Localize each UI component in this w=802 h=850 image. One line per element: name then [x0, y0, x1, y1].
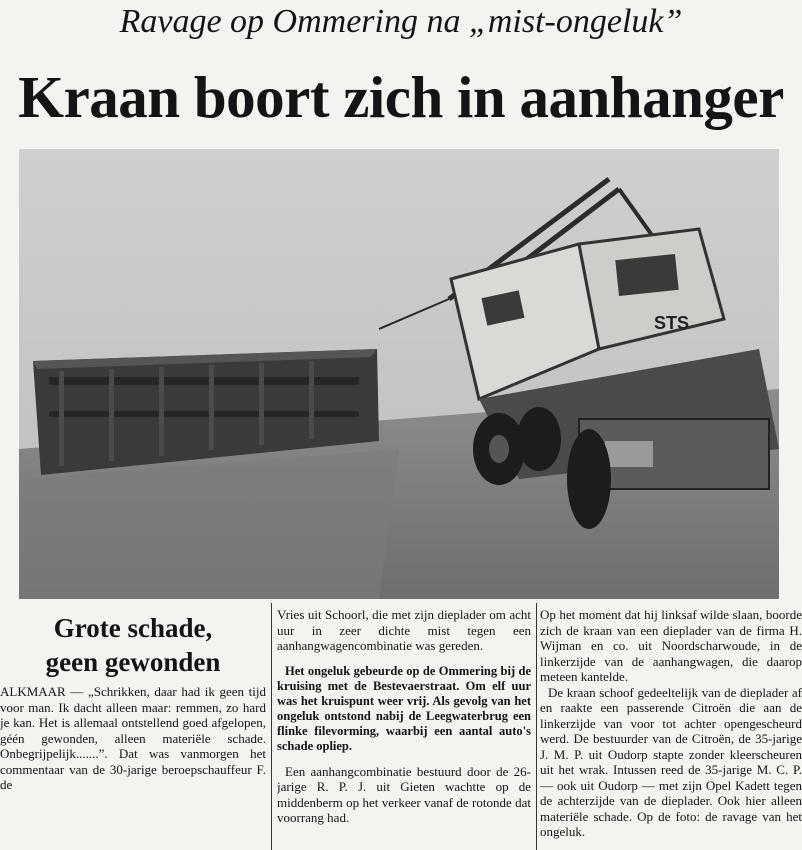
headline: Kraan boort zich in aanhanger	[18, 64, 784, 130]
paragraph: Vries uit Schoorl, die met zijn dieplader om acht uur in zeer dichte mist tegen een aanhangwagencombinatie was gereden.	[277, 607, 531, 653]
subhead-line-2: geen gewonden	[45, 647, 221, 677]
crane-marking: STS	[654, 313, 690, 333]
column-rule	[536, 603, 537, 850]
column-rule	[271, 603, 272, 850]
accident-photo	[19, 149, 779, 599]
kicker: Ravage op Ommering na „mist-ongeluk”	[119, 3, 683, 40]
subhead	[0, 611, 266, 679]
paragraph: Een aanhangcombinatie bestuurd door de 26-jarige R. P. J. uit Gieten wachtte op de middenberm op het verkeer vanaf de rotonde dat voorrang had.	[277, 763, 531, 825]
paragraph: ALKMAAR — „Schrikken, daar had ik geen tijd voor man. Ik dacht alleen maar: remmen, zo hard je kan. Het is allemaal ontstellend goed afgelopen, géén gewonden, alleen materiële schade. Onbegrijpelijk.......”. Dat was vanmorgen het commentaar van de 30-jarige beroepschauffeur F. de	[0, 684, 266, 792]
article-column-2	[277, 605, 531, 850]
paragraph: Op het moment dat hij linksaf wilde slaan, boorde zich de kraan van een dieplader van de firma H. Wijman en co. uit Noordscharwoude, in de linkerzijde van de aanhangwagen, die daarop meteen kantelde.	[540, 607, 802, 684]
paragraph: De kraan schoof gedeeltelijk van de dieplader af en raakte een passerende Citroën die aan de linkerzijde van voor tot achter opengescheurd werd. De bestuurder van de Citroën, de 35-jarige J. M. P. uit Oudorp stapte zonder kleerscheuren uit het wrak. Intussen reed de 35-jarige M. C. P. — ook uit Oudorp — met zijn Opel Kadett tegen de achterzijde van de dieplader. Ook hier alleen materiële schade. Op de foto: de ravage van het ongeluk.	[540, 684, 802, 839]
article-column-3	[540, 605, 802, 850]
bold-paragraph: Het ongeluk gebeurde op de Ommering bij de kruising met de Bestevaerstraat. Om elf uur was het kruispunt weer vrij. Als gevolg van het ongeluk ontstond nabij de Leegwaterbrug een flinke filevorming, waarbij een aantal auto's schade opliep.	[277, 663, 531, 753]
subhead-line-1: Grote schade,	[53, 613, 213, 643]
article-column-1	[0, 605, 266, 850]
